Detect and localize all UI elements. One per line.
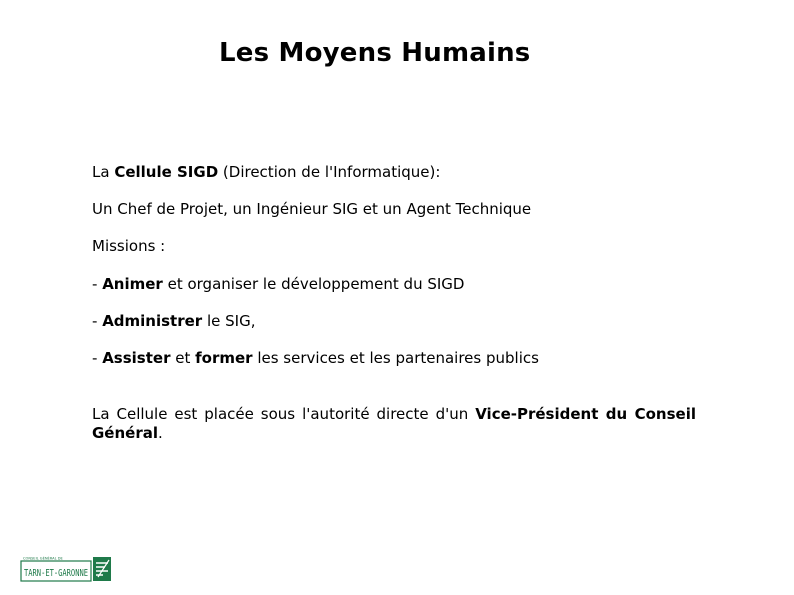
mission-text: et organiser le développement du SIGD [162, 275, 465, 293]
logo-main-text: TARN-ET-GARONNE [24, 568, 88, 579]
mission-verb: Administrer [102, 312, 203, 330]
logo-emblem-icon [93, 557, 111, 581]
mission-dash: - [92, 312, 103, 330]
authority-paragraph [92, 405, 696, 443]
cellule-prefix: La [92, 163, 115, 181]
mission-verb-2: former [195, 349, 253, 367]
cellule-name: Cellule SIGD [114, 163, 219, 181]
staff-line: Un Chef de Projet, un Ingénieur SIG et un Agent Technique [92, 200, 532, 218]
mission-verb: Animer [102, 275, 163, 293]
mission-dash: - [92, 275, 103, 293]
tarn-et-garonne-logo [20, 555, 112, 583]
authority-text: La Cellule est placée sous l'autorité directe d'un [92, 405, 476, 423]
mission-item [92, 349, 539, 367]
mission-text: les services et les partenaires publics [252, 349, 539, 367]
mission-text: le SIG, [202, 312, 256, 330]
authority-end: . [158, 424, 163, 442]
cellule-line [92, 163, 440, 181]
cellule-suffix: (Direction de l'Informatique): [218, 163, 441, 181]
mission-dash: - [92, 349, 103, 367]
mission-item [92, 275, 464, 293]
mission-item [92, 312, 255, 330]
logo-top-text: CONSEIL GÉNÉRAL DE [23, 556, 63, 561]
mission-connector: et [170, 349, 196, 367]
authority-title: Vice-Président du Conseil Général [92, 405, 696, 442]
missions-label: Missions : [92, 237, 166, 255]
slide-title: Les Moyens Humains [219, 38, 531, 68]
mission-verb: Assister [102, 349, 171, 367]
